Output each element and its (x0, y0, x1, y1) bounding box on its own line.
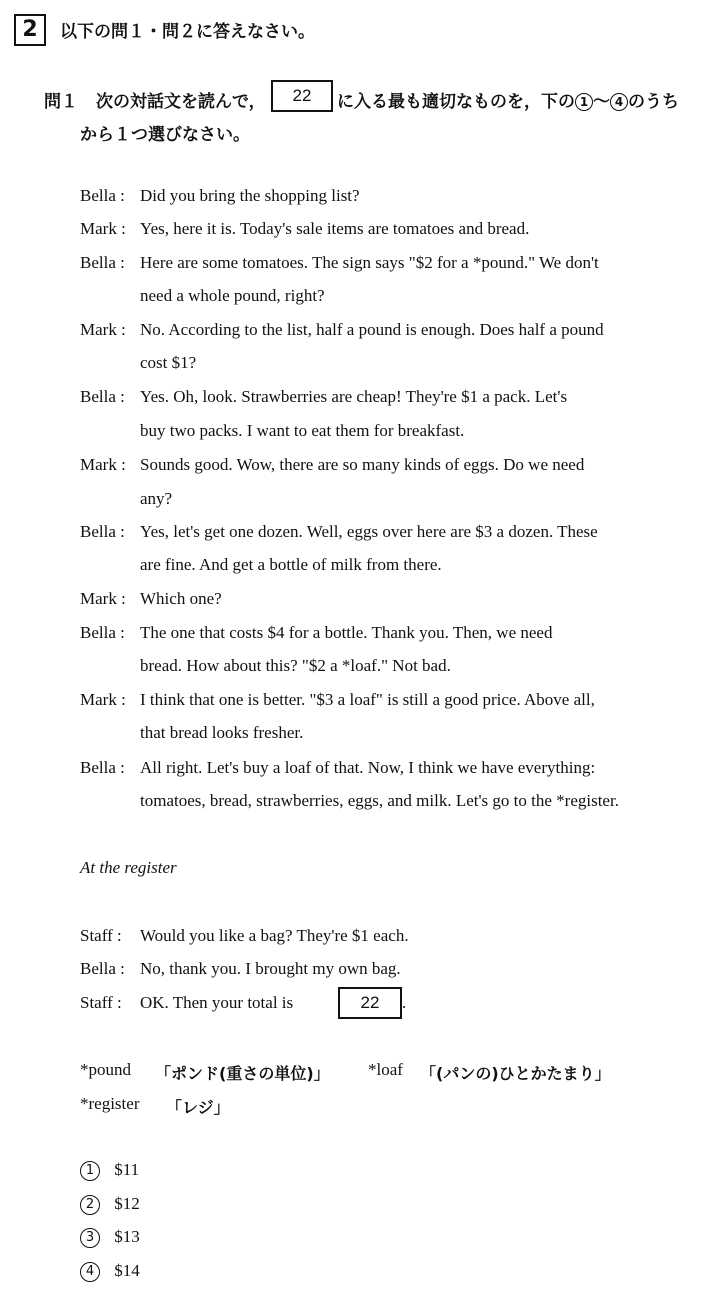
dialogue-line-continued: bread. How about this? "$2 a *loaf." Not bad. (140, 656, 451, 675)
dialogue-line-continued: need a whole pound, right? (140, 286, 325, 305)
dialogue-line: Yes. Oh, look. Strawberries are cheap! They're $1 a pack. Let's (140, 387, 568, 406)
circled-number-3: 3 (80, 1228, 100, 1248)
glossary-pound-def: 「ポンド(重さの単位)」 (155, 1064, 330, 1083)
circled-number-end: 4 (610, 93, 628, 111)
question-label: 問１ (44, 92, 78, 112)
circled-number-start: 1 (575, 93, 593, 111)
range-tilde: 〜 (593, 92, 610, 112)
option-4[interactable] (80, 1261, 140, 1282)
glossary-register-def: 「レジ」 (166, 1098, 230, 1117)
glossary-loaf-term: *loaf (368, 1060, 403, 1079)
question-line2: から１つ選びなさい。 (80, 125, 250, 145)
dialogue-line: All right. Let's buy a loaf of that. Now, I think we have everything: (140, 758, 596, 777)
circled-number-4: 4 (80, 1262, 100, 1282)
dialogue-speaker: Bella : (80, 959, 125, 978)
dialogue-speaker: Mark : (80, 320, 126, 339)
dialogue-line: Yes, let's get one dozen. Well, eggs over here are $3 a dozen. These (140, 522, 598, 541)
option-1[interactable] (80, 1160, 139, 1181)
question-text-end: のうち (628, 92, 679, 112)
question-text-before: 次の対話文を読んで， (96, 92, 266, 112)
dialogue-speaker: Staff : (80, 993, 122, 1012)
question-text-after (337, 87, 679, 112)
dialogue-line: Did you bring the shopping list? (140, 186, 360, 205)
option-3[interactable] (80, 1227, 140, 1248)
answer-box-question: 22 (271, 80, 333, 112)
glossary-loaf-def: 「(パンの)ひとかたまり」 (420, 1064, 611, 1083)
dialogue-line: No. According to the list, half a pound is enough. Does half a pound (140, 320, 604, 339)
dialogue-line: No, thank you. I brought my own bag. (140, 959, 401, 978)
dialogue-line-continued: that bread looks fresher. (140, 723, 304, 742)
scene-heading: At the register (80, 858, 177, 877)
dialogue-line: Would you like a bag? They're $1 each. (140, 926, 409, 945)
dialogue-line: The one that costs $4 for a bottle. Thank you. Then, we need (140, 623, 553, 642)
section-number: 2 (14, 14, 46, 46)
question-text-after-label: に入る最も適切なものを，下の (337, 92, 575, 112)
dialogue-speaker: Mark : (80, 219, 126, 238)
dialogue-speaker: Mark : (80, 589, 126, 608)
dialogue-line-continued: buy two packs. I want to eat them for breakfast. (140, 421, 465, 440)
circled-number-1: 1 (80, 1161, 100, 1181)
dialogue-speaker: Bella : (80, 387, 125, 406)
option-2-text: $12 (114, 1194, 140, 1213)
answer-box-total: 22 (338, 987, 402, 1019)
glossary-pound-term: *pound (80, 1060, 131, 1079)
option-4-text: $14 (114, 1261, 140, 1280)
dialogue-line-continued: cost $1? (140, 353, 197, 372)
dialogue-line-continued: tomatoes, bread, strawberries, eggs, and milk. Let's go to the *register. (140, 791, 619, 810)
dialogue-line: Which one? (140, 589, 222, 608)
dialogue-speaker: Bella : (80, 623, 125, 642)
section-instruction: 以下の問１・問２に答えなさい。 (60, 22, 315, 42)
dialogue-speaker: Staff : (80, 926, 122, 945)
dialogue-line: Here are some tomatoes. The sign says "$2 for a *pound." We don't (140, 253, 599, 272)
option-1-text: $11 (114, 1160, 140, 1179)
dialogue-line-continued: are fine. And get a bottle of milk from there. (140, 555, 442, 574)
dialogue-speaker: Bella : (80, 758, 125, 777)
option-3-text: $13 (114, 1227, 140, 1246)
dialogue-line-continued: any? (140, 489, 173, 508)
dialogue-line: I think that one is better. "$3 a loaf" is still a good price. Above all, (140, 690, 595, 709)
dialogue-line: OK. Then your total is (140, 993, 294, 1012)
glossary-register-term: *register (80, 1094, 140, 1113)
dialogue-speaker: Mark : (80, 690, 126, 709)
option-2[interactable] (80, 1194, 140, 1215)
circled-number-2: 2 (80, 1195, 100, 1215)
total-period: . (402, 993, 407, 1012)
dialogue-speaker: Mark : (80, 455, 126, 474)
dialogue-speaker: Bella : (80, 186, 125, 205)
dialogue-line: Yes, here it is. Today's sale items are tomatoes and bread. (140, 219, 530, 238)
dialogue-line: Sounds good. Wow, there are so many kinds of eggs. Do we need (140, 455, 585, 474)
dialogue-speaker: Bella : (80, 522, 125, 541)
dialogue-speaker: Bella : (80, 253, 125, 272)
